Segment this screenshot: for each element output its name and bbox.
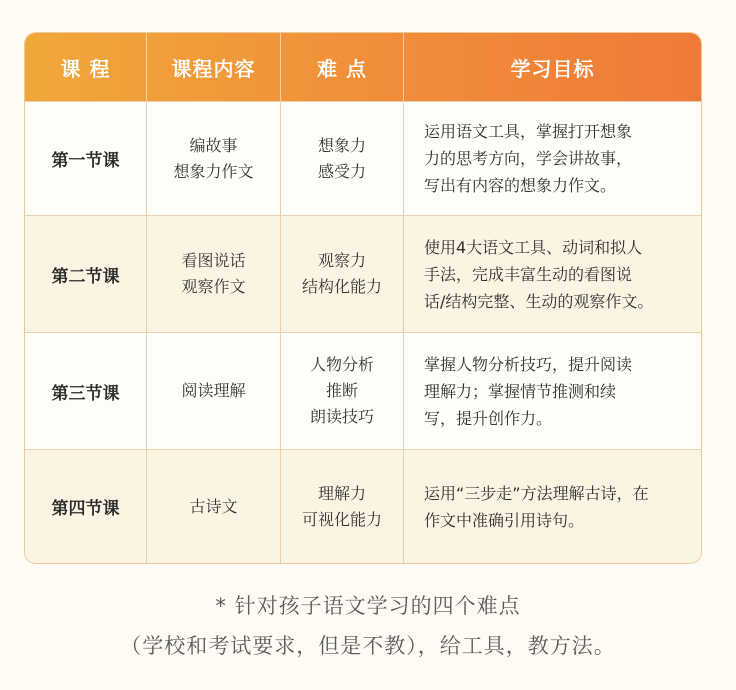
header-goal: 学习目标 [510,56,595,81]
goal-line: 力的思考方向，学会讲故事， [424,149,633,168]
lesson-name: 第四节课 [25,450,147,563]
difficulty-line: 结构化能力 [301,277,382,296]
content-line: 想象力作文 [173,161,254,181]
goal-line: 运用“三步走”方法理解古诗，在 [424,483,649,503]
learning-goal [404,333,701,449]
difficulty-line: 想象力 [317,135,366,155]
table-row [25,215,701,332]
lesson-name: 第三节课 [25,333,147,449]
table-row [25,101,701,215]
header-course: 课 程 [25,33,147,101]
goal-line: 写，提升创作力。 [424,408,553,428]
goal-line: 写出有内容的想象力作文。 [424,176,617,195]
table-row [25,332,701,449]
course-content [147,102,281,215]
difficulty-line: 人物分析 [309,355,374,374]
goal-line: 掌握人物分析技巧，提升阅读 [424,354,633,374]
lesson-name: 第一节课 [25,102,147,215]
header-difficulty: 难 点 [281,33,404,101]
learning-goal [404,102,701,215]
goal-line: 话/结构完整、生动的观察作文。 [424,291,654,311]
course-content [147,450,281,563]
table-header [25,33,701,101]
curriculum-table [24,32,702,564]
content-line: 阅读理解 [181,381,246,400]
goal-line: 手法，完成丰富生动的看图说 [424,264,633,284]
difficulty-line: 朗读技巧 [309,407,374,426]
goal-line: 运用语文工具，掌握打开想象 [424,122,633,141]
goal-line: 使用4大语文工具、动词和拟人 [424,237,643,257]
difficulty [281,333,404,449]
difficulty-line: 观察力 [317,251,366,270]
content-line: 古诗文 [189,496,238,516]
footnote-line-2: （学校和考试要求，但是不教），给工具，教方法。 [120,634,616,658]
difficulty-line: 感受力 [317,161,366,181]
difficulty [281,102,404,215]
footnote-line-1: * 针对孩子语文学习的四个难点 [215,594,521,618]
header-content: 课程内容 [147,33,281,101]
content-line: 看图说话 [181,251,246,270]
difficulty [281,450,404,563]
difficulty-line: 理解力 [317,483,366,503]
difficulty [281,216,404,332]
difficulty-line: 可视化能力 [301,509,382,529]
content-line: 编故事 [189,135,238,155]
content-line: 观察作文 [181,277,246,296]
table-row [25,449,701,563]
learning-goal [404,450,701,563]
goal-line: 理解力；掌握情节推测和续 [424,381,617,401]
course-content [147,333,281,449]
goal-line: 作文中准确引用诗句。 [424,510,585,530]
course-content [147,216,281,332]
lesson-name: 第二节课 [25,216,147,332]
learning-goal [404,216,701,332]
difficulty-line: 推断 [325,381,358,400]
